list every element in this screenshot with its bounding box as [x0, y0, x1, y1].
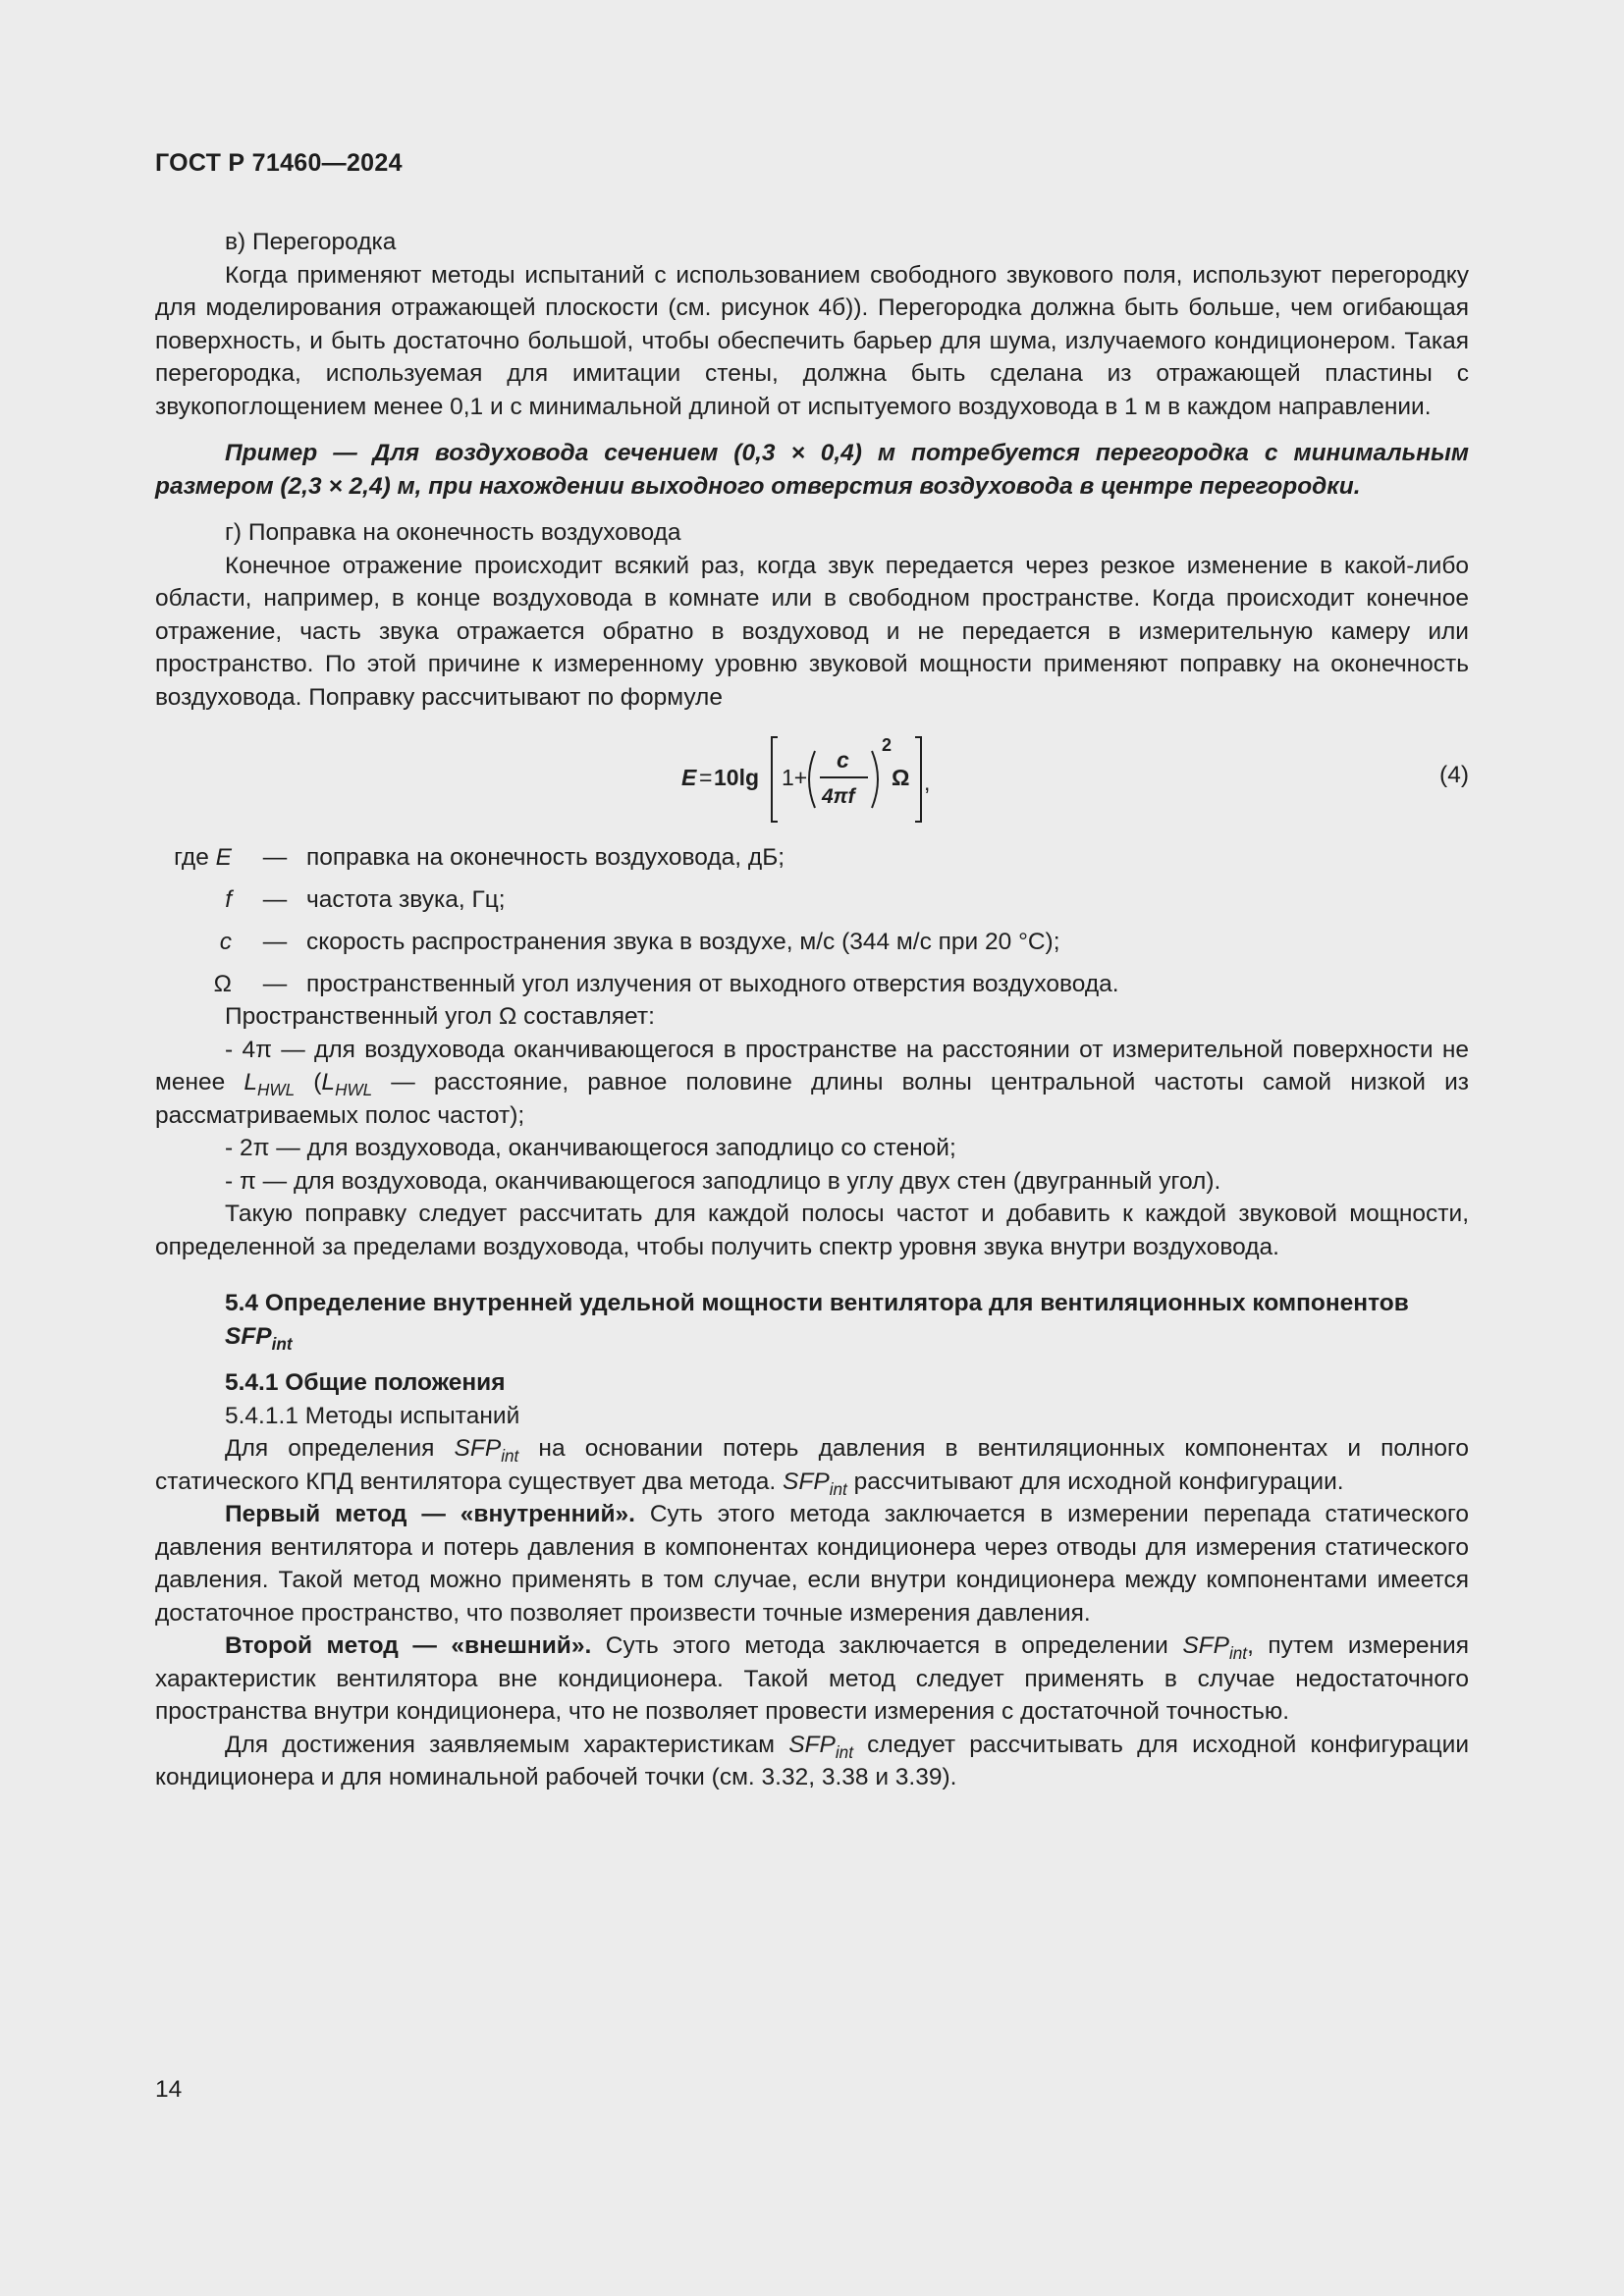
section-5-4-1-1-heading: 5.4.1.1 Методы испытаний	[225, 1402, 520, 1429]
angle-item-2pi: - 2π — для воздуховода, оканчивающегося заподлицо со стеной;	[225, 1135, 956, 1161]
right-bracket	[915, 737, 921, 822]
symbol-L: L	[321, 1069, 336, 1095]
formula-coef: 10lg	[714, 765, 760, 790]
sfp-subscript: int	[501, 1446, 519, 1466]
where-dash: —	[262, 929, 288, 955]
method-external-label: Второй метод — «внешний».	[225, 1632, 592, 1659]
sfp-symbol: SFP	[454, 1435, 502, 1462]
where-dash: —	[262, 886, 288, 913]
sfp-subscript: int	[829, 1478, 847, 1499]
angle-item-4pi	[155, 1034, 1469, 1133]
text-run: на основании потерь давления в вентиляционных компонентах и полного статического КПД вентилятора существует два метода.	[155, 1435, 1469, 1495]
formula-4	[155, 725, 1469, 829]
text-run: рассчитывают для исходной конфигурации.	[846, 1468, 1344, 1495]
sfp-subscript: int	[835, 1741, 853, 1762]
where-description: пространственный угол излучения от выходного отверстия воздуховода.	[306, 971, 1119, 997]
symbol-omega: Ω	[213, 971, 232, 997]
section-5-4-1-heading: 5.4.1 Общие положения	[225, 1369, 506, 1396]
page-content	[155, 226, 1469, 1794]
formula-equals: =	[699, 765, 713, 790]
left-paren	[809, 751, 815, 808]
symbol-L: L	[244, 1069, 258, 1095]
text-run: Суть этого метода заключается в определении	[591, 1632, 1183, 1659]
text-run: следует рассчитывать для исходной конфигурации кондиционера и для номинальной рабочей точки (см. 3.32, 3.38 и 3.39).	[155, 1731, 1470, 1790]
formula-lhs: E	[681, 765, 697, 790]
where-dash: —	[262, 971, 288, 997]
where-symbol	[147, 883, 244, 926]
symbol-L-subscript: HWL	[257, 1080, 296, 1099]
sfp-symbol: SFP	[788, 1731, 836, 1758]
section-5-4-heading	[225, 1287, 1469, 1353]
where-description: поправка на оконечность воздуховода, дБ;	[306, 844, 785, 871]
where-description: скорость распространения звука в воздухе, м/с (344 м/с при 20 °С);	[306, 929, 1060, 955]
methods-intro-paragraph	[155, 1432, 1469, 1498]
example-note: Пример — Для воздуховода сечением (0,3 × 0,4) м потребуется перегородка с минимальным размером (2,3 × 2,4) м, при нахождении выходного отверстия воздуховода в центре перегородки.	[155, 440, 1469, 500]
document-header: ГОСТ Р 71460—2024	[155, 149, 403, 177]
sfp-symbol: SFP	[783, 1468, 830, 1495]
formula-expression	[681, 725, 937, 839]
formula-svg	[681, 725, 937, 829]
angle-item-4pi-text: — расстояние, равное половине длины волны центральной частоты самой низкой из рассматриваемых полос частот);	[155, 1069, 1469, 1129]
sfp-symbol: SFP	[225, 1322, 272, 1350]
sfp-subscript: int	[271, 1333, 293, 1354]
section-v-paragraph: Когда применяют методы испытаний с использованием свободного звукового поля, используют перегородку для моделирования отражающей плоскости (см. рисунок 4б)). Перегородка должна быть больше, чем огибающая поверхность, и быть достаточно большой, чтобы обеспечить барьер для шума, излучаемого кондиционером. Такая перегородка, используемая для имитации стены, должна быть сделана из отражающей пластины с звукопоглощением менее 0,1 и с минимальной длиной от испытуемого воздуховода в 1 м в каждом направлении.	[155, 261, 1469, 420]
formula-one-plus: 1+	[782, 765, 808, 790]
section-v-heading: в) Перегородка	[225, 229, 397, 255]
where-symbol	[147, 926, 244, 968]
final-paragraph	[155, 1729, 1469, 1794]
where-prefix: где	[174, 844, 216, 871]
section-g-paragraph: Конечное отражение происходит всякий раз, когда звук передается через резкое изменение в какой-либо области, например, в конце воздуховода в комнате или в свободном пространстве. Когда происходит конечное отражение, часть звука отражается обратно в воздуховод и не передается в измерительную камеру или пространство. По этой причине к измеренному уровню звуковой мощности применяют поправку на оконечность воздуховода. Поправку рассчитывают по формуле	[155, 552, 1469, 711]
equation-number: (4)	[1439, 762, 1469, 788]
method-external-paragraph	[155, 1629, 1469, 1729]
where-dash: —	[262, 844, 288, 871]
where-description: частота звука, Гц;	[306, 886, 506, 913]
where-symbol	[147, 841, 244, 883]
text-run: , путем измерения характеристик вентилятора вне кондиционера. Такой метод следует применять в случае недостаточного пространства внутри кондиционера, что не позволяет провести измерения с достаточной точностью.	[155, 1632, 1470, 1725]
symbol-c: c	[219, 929, 232, 955]
section-g-heading: г) Поправка на оконечность воздуховода	[225, 519, 681, 546]
method-internal-label: Первый метод — «внутренний».	[225, 1501, 635, 1527]
text-run: Суть этого метода заключается в измерении перепада статического давления вентилятора и потерь давления в компонентах кондиционера через отводы для измерения статического давления. Такой метод можно применять в том случае, если внутри кондиционера между компонентами имеется достаточное пространство, что позволяет произвести точные измерения давления.	[155, 1501, 1469, 1627]
page-number: 14	[155, 2076, 183, 2103]
formula-numerator: c	[837, 747, 849, 773]
angle-item-4pi-text: - 4π — для воздуховода оканчивающегося в пространстве на расстоянии от измерительной поверхности не менее	[155, 1036, 1469, 1095]
text-run: Для определения	[225, 1435, 455, 1462]
right-paren	[872, 751, 878, 808]
formula-omega: Ω	[892, 765, 910, 790]
method-internal-paragraph	[155, 1498, 1469, 1629]
angle-intro: Пространственный угол Ω составляет:	[225, 1003, 655, 1030]
sfp-symbol: SFP	[1182, 1632, 1229, 1659]
symbol-L-subscript: HWL	[335, 1080, 373, 1099]
sfp-subscript: int	[1228, 1643, 1248, 1663]
where-row	[147, 841, 1119, 883]
angle-item-pi: - π — для воздуховода, оканчивающегося заподлицо в углу двух стен (двугранный угол).	[225, 1167, 1221, 1195]
text-run: Для достижения заявляемым характеристикам	[225, 1731, 789, 1758]
symbol-f: f	[225, 886, 232, 913]
symbol-E: E	[215, 844, 232, 871]
where-row	[147, 883, 1119, 926]
where-row	[147, 926, 1119, 968]
left-bracket	[772, 737, 778, 822]
where-table	[147, 841, 1119, 1010]
section-5-4-heading-text: 5.4 Определение внутренней удельной мощности вентилятора для вентиляционных компонентов	[225, 1290, 1409, 1316]
formula-denominator: 4πf	[822, 785, 855, 808]
formula-comma: ,	[924, 770, 931, 795]
correction-final-paragraph: Такую поправку следует рассчитать для каждой полосы частот и добавить к каждой звуковой мощности, определенной за пределами воздуховода, чтобы получить спектр уровня звука внутри воздуховода.	[155, 1201, 1469, 1260]
paren-open: (	[295, 1069, 322, 1095]
formula-exponent: 2	[882, 735, 893, 755]
